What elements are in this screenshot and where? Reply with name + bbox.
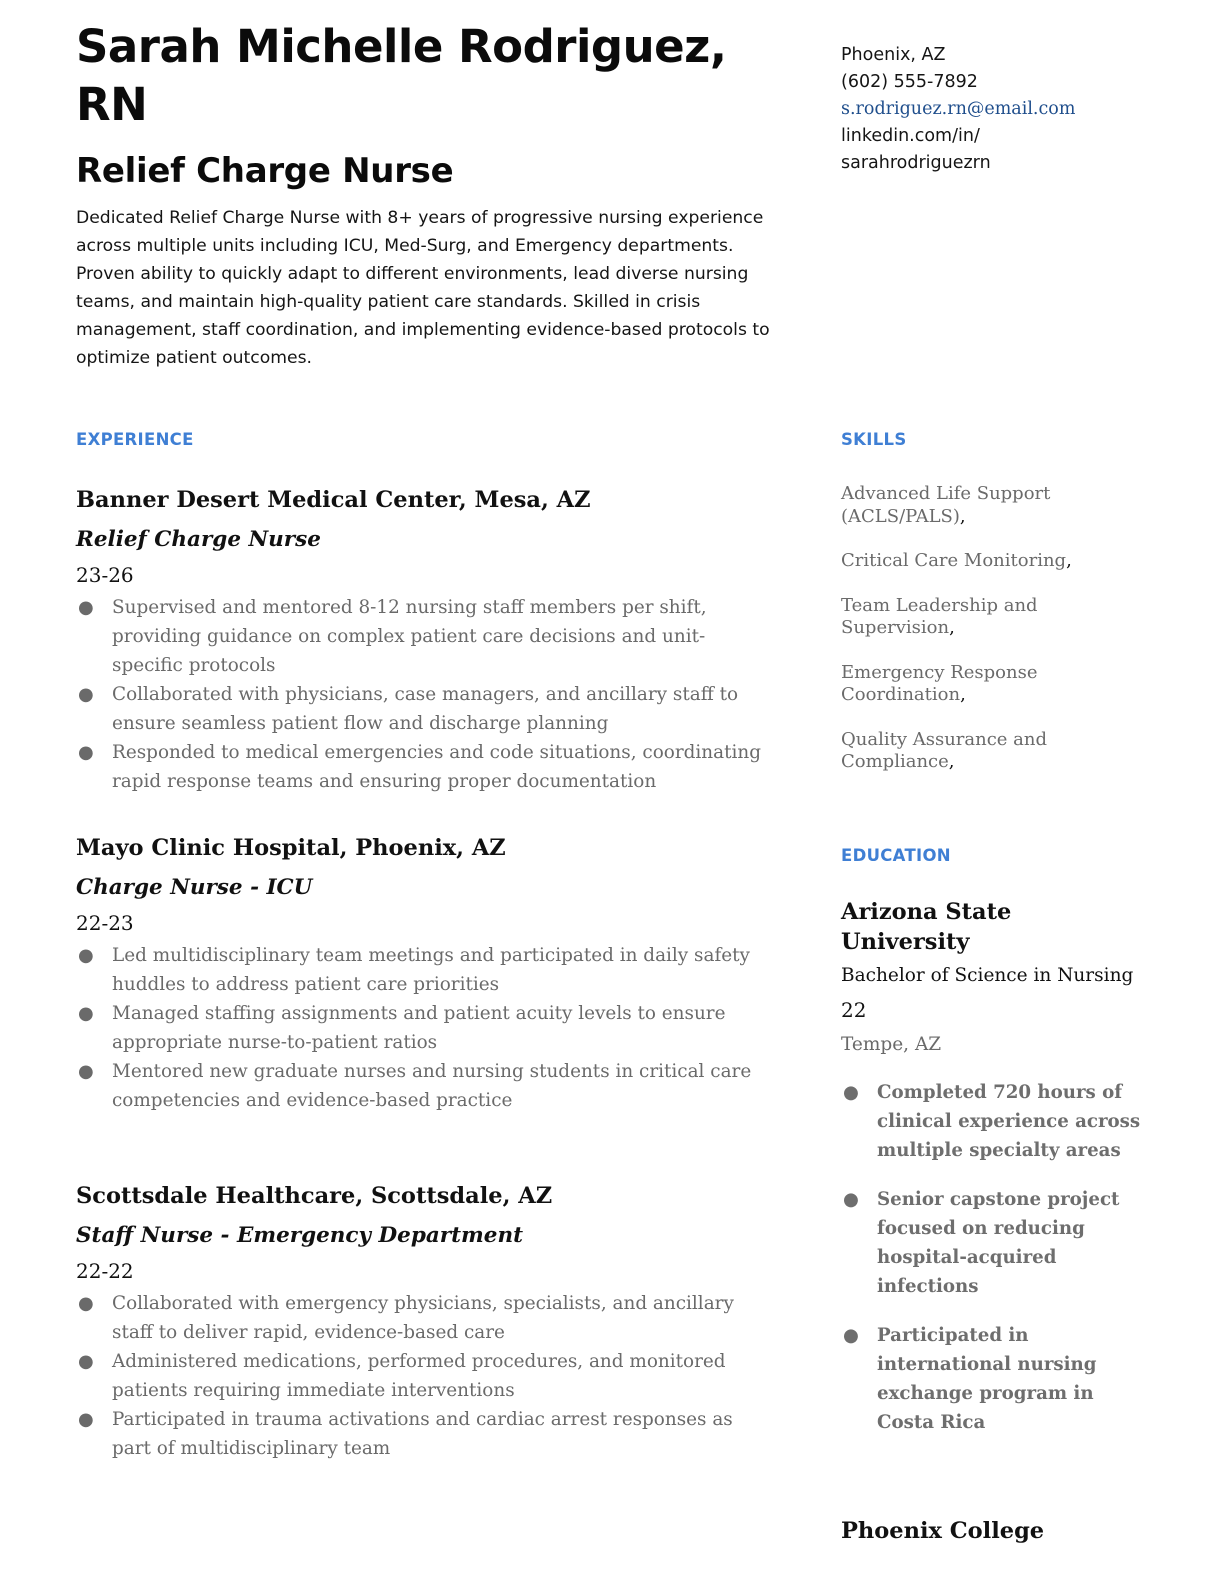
list-item: [76, 1057, 776, 1115]
contact-linkedin-line2[interactable]: sarahrodriguezrn: [841, 153, 991, 173]
bullet-list: [76, 941, 776, 1115]
skill-item: Critical Care Monitoring,: [841, 550, 1072, 571]
header: [76, 18, 776, 372]
section-heading-skills: SKILLS: [841, 430, 907, 449]
skill-text: Emergency Response Coordination: [841, 661, 1038, 705]
bullet-text: Participated in trauma activations and cardiac arrest responses as part of multidisciplinary team: [112, 1409, 733, 1459]
role: Charge Nurse - ICU: [76, 875, 313, 900]
contact-location: Phoenix, AZ: [841, 45, 946, 65]
role: Relief Charge Nurse: [76, 527, 321, 552]
bullet-text: Administered medications, performed procedures, and monitored patients requiring immediate interventions: [112, 1351, 726, 1401]
school-name: Arizona State University: [841, 899, 1012, 955]
list-item: [76, 999, 776, 1057]
bullet-icon: ●: [78, 684, 94, 705]
bullet-icon: ●: [843, 1188, 859, 1210]
skill-text: Advanced Life Support (ACLS/PALS): [841, 483, 1051, 527]
skill-item: Advanced Life Support (ACLS/PALS),: [841, 483, 1051, 527]
skill-item: Team Leadership and Supervision,: [841, 594, 1038, 638]
skill-item: Emergency Response Coordination,: [841, 661, 1038, 705]
list-item: [841, 1185, 1141, 1301]
contact-email-link[interactable]: s.rodriguez.rn@email.com: [841, 99, 1076, 119]
graduation-year: 22: [841, 997, 867, 1022]
degree: Bachelor of Science in Nursing: [841, 965, 1134, 986]
dates: 23-26: [76, 563, 134, 587]
employer: Banner Desert Medical Center, Mesa, AZ: [76, 487, 591, 513]
dates: 22-23: [76, 911, 134, 935]
bullet-icon: ●: [78, 1351, 94, 1372]
skill-item: Quality Assurance and Compliance,: [841, 728, 1048, 772]
skill-text: Quality Assurance and Compliance: [841, 728, 1048, 772]
bullet-icon: ●: [78, 945, 94, 966]
candidate-name: Sarah Michelle Rodriguez, RN: [76, 20, 727, 131]
contact-block: [841, 42, 1141, 177]
dates: 22-22: [76, 1259, 134, 1283]
bullet-text: Led multidisciplinary team meetings and participated in daily safety huddles to address patient care priorities: [112, 945, 750, 995]
school-name: Phoenix College: [841, 1518, 1045, 1544]
contact-linkedin-line1[interactable]: linkedin.com/in/: [841, 126, 980, 146]
list-item: [76, 680, 776, 738]
bullet-text: Senior capstone project focused on reducing hospital-acquired infections: [877, 1188, 1120, 1297]
contact-phone: (602) 555-7892: [841, 72, 978, 92]
bullet-text: Participated in international nursing exchange program in Costa Rica: [877, 1324, 1097, 1433]
list-item: [841, 1321, 1141, 1437]
skills-list: [841, 483, 1141, 796]
bullet-icon: ●: [78, 1003, 94, 1024]
bullet-text: Managed staffing assignments and patient acuity levels to ensure appropriate nurse-to-patient ratios: [112, 1003, 726, 1053]
skill-text: Critical Care Monitoring: [841, 550, 1067, 571]
bullet-text: Supervised and mentored 8-12 nursing staff members per shift, providing guidance on complex patient care decisions and unit-specific protocols: [112, 597, 707, 676]
employer: Scottsdale Healthcare, Scottsdale, AZ: [76, 1183, 553, 1209]
education-entry: [841, 897, 1141, 1457]
bullet-text: Collaborated with physicians, case managers, and ancillary staff to ensure seamless patient flow and discharge planning: [112, 684, 739, 734]
bullet-list: [76, 593, 776, 796]
bullet-icon: ●: [843, 1324, 859, 1346]
bullet-icon: ●: [843, 1081, 859, 1103]
section-heading-education: EDUCATION: [841, 846, 951, 865]
employer: Mayo Clinic Hospital, Phoenix, AZ: [76, 835, 506, 861]
bullet-text: Responded to medical emergencies and code situations, coordinating rapid response teams and ensuring proper documentation: [112, 742, 761, 792]
bullet-list: [76, 1289, 776, 1463]
list-item: [76, 1289, 776, 1347]
section-heading-experience: EXPERIENCE: [76, 430, 194, 449]
experience-entry: [76, 1181, 776, 1463]
summary: Dedicated Relief Charge Nurse with 8+ years of progressive nursing experience across multiple units including ICU, Med-Surg, and Emergency departments. Proven ability to quickly adapt to different environments, lead diverse nursing teams, and maintain high-quality patient care standards. Skilled in crisis management, staff coordination, and implementing evidence-based protocols to optimize patient outcomes.: [76, 208, 770, 368]
bullet-icon: ●: [78, 1293, 94, 1314]
role: Staff Nurse - Emergency Department: [76, 1223, 524, 1248]
experience-entry: [76, 833, 776, 1115]
bullet-text: Completed 720 hours of clinical experience across multiple specialty areas: [877, 1081, 1141, 1161]
job-title: Relief Charge Nurse: [76, 151, 454, 191]
list-item: [76, 941, 776, 999]
bullet-icon: ●: [78, 1061, 94, 1082]
bullet-text: Collaborated with emergency physicians, specialists, and ancillary staff to deliver rapid, evidence-based care: [112, 1293, 734, 1343]
bullet-icon: ●: [78, 1409, 94, 1430]
skill-text: Team Leadership and Supervision: [841, 594, 1038, 638]
bullet-icon: ●: [78, 742, 94, 763]
list-item: [76, 1405, 776, 1463]
education-bullet-list: [841, 1078, 1141, 1437]
experience-entry: [76, 485, 776, 796]
school-location: Tempe, AZ: [841, 1033, 942, 1055]
list-item: [76, 593, 776, 680]
bullet-text: Mentored new graduate nurses and nursing students in critical care competencies and evidence-based practice: [112, 1061, 752, 1111]
list-item: [76, 738, 776, 796]
education-entry: [841, 1516, 1141, 1546]
list-item: [76, 1347, 776, 1405]
list-item: [841, 1078, 1141, 1165]
bullet-icon: ●: [78, 597, 94, 618]
